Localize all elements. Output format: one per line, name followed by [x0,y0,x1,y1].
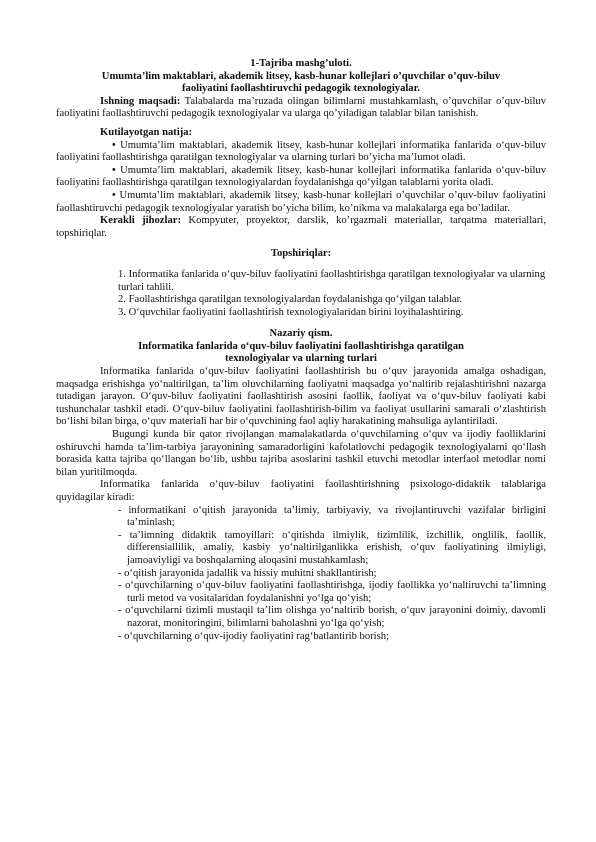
task-item: 1. Informatika fanlarida o‘quv-biluv faoliyatini faollashtirishga qaratilgan texnologiyalar va ularning turlari tahlili. [118,268,546,293]
theory-heading: Nazariy qism. [269,328,333,340]
requirement-item: - o‘quvchilarning o‘quv-biluv faoliyatini faollashtirishga, ijodiy faollikka yo‘naltiruvchi ta’limning turli metod va vositalaridan foydalanishni yo‘lga qo‘yish; [118,580,546,604]
expected-item: • Umumta’lim maktablari, akademik litsey, kasb-hunar kollejlari informatika fanlarida o‘quv-biluv faoliyatini faollashtirishga qaratilgan texnologiyalar va ularning turlari bo’yicha ma’lumot oladi. [56,139,547,164]
requirement-item: - o‘quvchilarni tizimli mustaqil ta’lim olishga yo‘naltirib borish, o‘quv jarayonini doimiy, davomli nazorat, monitoringini, bilimlarni baholashni yo‘lga qo‘yish; [118,605,546,629]
expected-item: • Umumta’lim maktablari, akademik litsey, kasb-hunar kollejlari informatika fanlarida o‘quv-biluv faoliyatini faollashtirishga qaratilgan texnologiyalardan foydalanishga qo‘yilgan talablarni yorita oladi. [56,164,547,189]
requirements-list [56,505,546,644]
requirement-item: - o‘quvchilarning o‘quv-ijodiy faoliyatini rag‘batlantirib borish; [118,630,389,642]
equipment-text: Kompyuter, proyektor, darslik, ko’rgazmali materiallar, tarqatma materiallari, topshiriqlar. [56,215,546,239]
theory-paragraph: Informatika fanlarida o‘quv-biluv faoliyatini faollashtirish bu o‘quv jarayonida amalga oshadigan, maqsadga erishishga yo‘naltirilgan, ta’lim oluvchilarning faoliyatni maqsadga yo‘naltirib rejalashtirishni nazarga tutadigan jarayon. O‘quv-biluv faoliyatini faollashtirish asosini faollik, faoliyat va o‘quv-biluv faoliyati kabi tushunchalar tashkil etadi. O‘quv-biluv faoliyatini faollashtirish-bilim va faoliyat usullarini samarali o‘zlashtirish bo‘lishi bilan birga, o‘quv materiali har bir o‘quvchining faol aqliy harakatining mahsuliga aylantiriladi. [56,366,546,428]
bullet-icon: • [112,189,116,201]
task-item: 3. O‘quvchilar faoliyatini faollashtirish texnologiyalaridan birini loyihalashtiring. [118,306,464,318]
bullet-icon: • [112,139,116,151]
tasks-heading: Topshiriqlar: [270,248,332,260]
bullet-icon: • [112,164,116,176]
requirement-item: - ta’limning didaktik tamoyillari: o‘qitishda ilmiylik, tizimlilik, izchillik, onglilik, faollik, differensiallilik, amaliy, kasbiy yo‘naltirilganlikka erishish, o‘quv faoliyatining ilmiyligi, jamoaviyligi va boshqalarning aloqasini mustahkamlash; [118,529,546,566]
theory-paragraph: Bugungi kunda bir qator rivojlangan mamalakatlarda o‘quvchilarning o‘quv va ijodiy faolliklarini oshiruvchi hamda ta’lim-tarbiya jarayonining samaradorligini kafolatlovchi pedagogik texnologiyalarni qo‘llash borasida katta tajriba qo‘llangan bo‘lib, ushbu tajriba asoslarini tashkil etuvchi metodlar interfaol metodlar nomi bilan yuritilmoqda. [56,429,546,478]
goal-paragraph [56,96,546,121]
page-subtitle: Umumta’lim maktablari, akademik litsey, kasb-hunar kollejlari o’quvchilar o’quv-biluv faoliyatini faollashtiruvchi pedagogik texnologiyalar. [101,70,501,95]
tasks-list [118,269,546,319]
goal-label: Ishning maqsadi: [100,95,181,107]
expected-item: • Umumta’lim maktablari, akademik litsey, kasb-hunar kollejlari o’quvchilar o’quv-biluv faoliyatini faollashtiruvchi pedagogik texnologiyalar yaratish bo’yicha bilim, ko’nikma va malakalarga ega bo’ladilar. [56,189,546,214]
goal-text: Talabalarda ma’ruzada olingan bilimlarni mustahkamlash, o’quvchilar o’quv-biluv faoliyatini faollashtiruvchi pedagogik texnologiyalar va ularga qo’yiladigan talablar bilan tanishish. [56,95,546,120]
expected-label: Kutilayotgan natija: [100,126,193,138]
task-item: 2. Faollashtirishga qaratilgan texnologiyalardan foydalanishga qo‘yilgan talablar. [118,294,463,306]
theory-paragraph: Informatika fanlarida o‘quv-biluv faoliyatini faollashtirishning psixologo-didaktik talablariga quyidagilar kiradi: [56,479,546,503]
document-page [56,0,546,643]
equipment-label: Kerakli jihozlar: [100,215,181,227]
equipment-paragraph [56,215,546,240]
requirement-item: - o‘qitish jarayonida jadallik va hissiy muhitni shakllantirish; [118,567,377,579]
theory-subheading: Informatika fanlarida o‘quv-biluv faoliyatini faollashtirishga qaratilgan texnologiyalar va ularning turlari [138,340,464,365]
requirement-item: - informatikani o‘qitish jarayonida ta’limiy, tarbiyaviy, va rivojlantiruvchi vazifalar birligini ta’minlash; [118,504,546,529]
page-title: 1-Tajriba mashg’uloti. [250,58,352,69]
